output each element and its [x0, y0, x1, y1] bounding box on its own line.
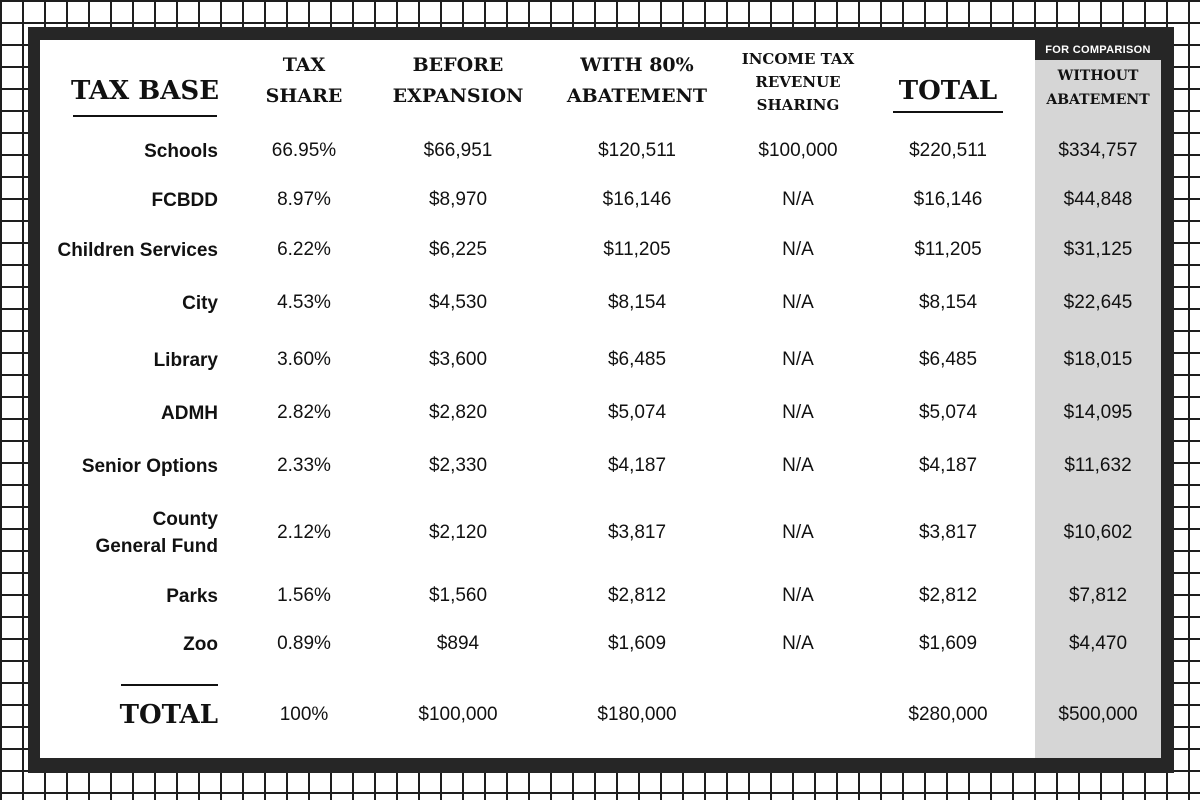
header-income-tax-line-2: REVENUE: [755, 73, 841, 91]
header-without-abatement: [1035, 64, 1161, 112]
comparison-tag: FOR COMPARISON: [1035, 40, 1161, 60]
cell-without: $31,125: [1063, 239, 1133, 260]
cell-without: $18,015: [1063, 349, 1133, 370]
cell-total: $220,511: [909, 140, 987, 161]
cell-without: $22,645: [1063, 292, 1133, 313]
row-label-line: Children Services: [57, 239, 218, 261]
cell-without: $7,812: [1068, 585, 1128, 606]
cell-before: $8,970: [428, 189, 488, 210]
cell-share: 2.33%: [277, 455, 331, 476]
cell-without: $334,757: [1058, 140, 1138, 161]
cell-with: $4,187: [607, 455, 667, 476]
cell-before: $3,600: [428, 349, 488, 370]
row-label-text: [182, 290, 218, 317]
cell-before: $4,530: [428, 292, 488, 313]
cell-without: $14,095: [1063, 402, 1133, 423]
header-before-expansion: [380, 50, 536, 112]
cell-share: 2.12%: [277, 521, 331, 543]
row-label-line: Parks: [166, 585, 218, 607]
header-with-abatement-line-2: ABATEMENT: [566, 85, 708, 107]
table-row: [0, 393, 1200, 433]
cell-total: $1,609: [918, 633, 978, 654]
row-label-text: [144, 138, 218, 165]
header-tax-share: [246, 50, 362, 112]
total-total: $280,000: [908, 704, 988, 725]
cell-income: N/A: [782, 402, 814, 423]
header-with-abatement: [554, 50, 720, 112]
cell-before: $2,120: [428, 521, 488, 543]
row-label-text: [154, 347, 218, 374]
header-without-abatement-line-1: WITHOUT: [1057, 68, 1139, 84]
row-label: [40, 283, 218, 323]
row-label: [40, 340, 218, 380]
cell-with: $3,817: [607, 521, 667, 543]
cell-income: N/A: [782, 189, 814, 210]
cell-before: $894: [436, 633, 480, 654]
row-label-text: [166, 583, 218, 610]
cell-before: $2,330: [428, 455, 488, 476]
cell-income: N/A: [782, 585, 814, 606]
cell-share: 3.60%: [277, 349, 331, 370]
cell-before: $6,225: [428, 239, 488, 260]
table-row: [0, 180, 1200, 220]
cell-with: $5,074: [607, 402, 667, 423]
row-label: [40, 230, 218, 270]
cell-total: $11,205: [914, 239, 982, 260]
table-row: [0, 131, 1200, 171]
table-row: [0, 230, 1200, 270]
row-label-line: Zoo: [183, 633, 218, 655]
row-label: [40, 131, 218, 171]
cell-share: 8.97%: [277, 189, 331, 210]
header-income-tax-line-1: INCOME TAX: [741, 50, 855, 68]
row-label: [40, 446, 218, 486]
row-label: [40, 576, 218, 616]
header-without-abatement-line-2: ABATEMENT: [1046, 92, 1150, 108]
table-row: [0, 624, 1200, 664]
cell-income: N/A: [782, 349, 814, 370]
cell-share: 1.56%: [277, 585, 331, 606]
row-label-line: City: [182, 292, 218, 314]
total-without: $500,000: [1058, 704, 1138, 725]
cell-income: N/A: [782, 633, 814, 654]
cell-share: 4.53%: [277, 292, 331, 313]
table-row: [0, 283, 1200, 323]
cell-with: $6,485: [607, 349, 667, 370]
cell-with: $8,154: [607, 292, 667, 313]
row-label-text: [57, 237, 218, 264]
total-row-label: TOTAL: [119, 700, 218, 730]
header-with-abatement-line-1: WITH 80%: [580, 54, 694, 76]
cell-without: $11,632: [1064, 455, 1132, 476]
total-income: [728, 694, 868, 736]
cell-total: $2,812: [918, 585, 978, 606]
cell-share: 66.95%: [271, 140, 337, 161]
row-label-text: [96, 506, 218, 560]
header-tax-share-line-2: SHARE: [265, 85, 343, 107]
cell-with: $16,146: [602, 189, 672, 210]
table-row: [0, 446, 1200, 486]
header-tax-base: TAX BASE: [70, 76, 220, 106]
cell-total: $16,146: [913, 189, 983, 210]
cell-income: N/A: [782, 292, 814, 313]
cell-total: $3,817: [918, 521, 978, 543]
cell-income: N/A: [782, 455, 814, 476]
cell-before: $2,820: [428, 402, 488, 423]
cell-with: $11,205: [603, 239, 671, 260]
row-label-line: County: [152, 508, 218, 530]
row-label-line: Schools: [144, 140, 218, 162]
cell-share: 6.22%: [277, 239, 331, 260]
header-income-tax-line-3: SHARING: [756, 96, 840, 114]
cell-total: $6,485: [918, 349, 978, 370]
cell-total: $4,187: [918, 455, 978, 476]
row-label-text: [183, 631, 218, 658]
row-label-line: Library: [153, 349, 218, 371]
row-label-text: [82, 453, 218, 480]
table-row: [0, 340, 1200, 380]
cell-share: 0.89%: [277, 633, 331, 654]
row-label-text: [161, 400, 218, 427]
row-label-line: ADMH: [161, 402, 218, 424]
header-total: TOTAL: [898, 76, 998, 106]
cell-without: $4,470: [1068, 633, 1128, 654]
cell-with: $120,511: [598, 140, 676, 161]
row-label: [40, 505, 218, 560]
total-underline: [893, 111, 1003, 113]
row-label: [40, 180, 218, 220]
header-income-tax-sharing: [728, 48, 868, 117]
row-label: [40, 624, 218, 664]
header-tax-share-line-1: TAX: [282, 54, 326, 76]
row-label-line: FCBDD: [151, 189, 218, 211]
header-before-expansion-line-2: EXPANSION: [392, 85, 524, 107]
cell-without: $10,602: [1063, 521, 1133, 543]
cell-share: 2.82%: [277, 402, 331, 423]
table-row: [0, 576, 1200, 616]
cell-without: $44,848: [1063, 189, 1133, 210]
total-row-rule: [121, 684, 218, 686]
cell-income: N/A: [782, 521, 814, 543]
cell-with: $2,812: [607, 585, 667, 606]
cell-with: $1,609: [607, 633, 667, 654]
cell-before: $66,951: [423, 140, 493, 161]
table-row: [0, 505, 1200, 560]
cell-income: N/A: [782, 239, 814, 260]
row-label-text: [152, 187, 219, 214]
row-label-line: General Fund: [95, 535, 218, 557]
tax-base-underline: [73, 115, 217, 117]
cell-before: $1,560: [428, 585, 488, 606]
row-label: [40, 393, 218, 433]
cell-income: $100,000: [758, 140, 838, 161]
total-with: $180,000: [597, 704, 677, 725]
cell-total: $8,154: [918, 292, 978, 313]
total-before: $100,000: [418, 704, 498, 725]
header-before-expansion-line-1: BEFORE: [412, 54, 504, 76]
row-label-line: Senior Options: [81, 455, 218, 477]
total-share: 100%: [279, 704, 329, 725]
cell-total: $5,074: [918, 402, 978, 423]
